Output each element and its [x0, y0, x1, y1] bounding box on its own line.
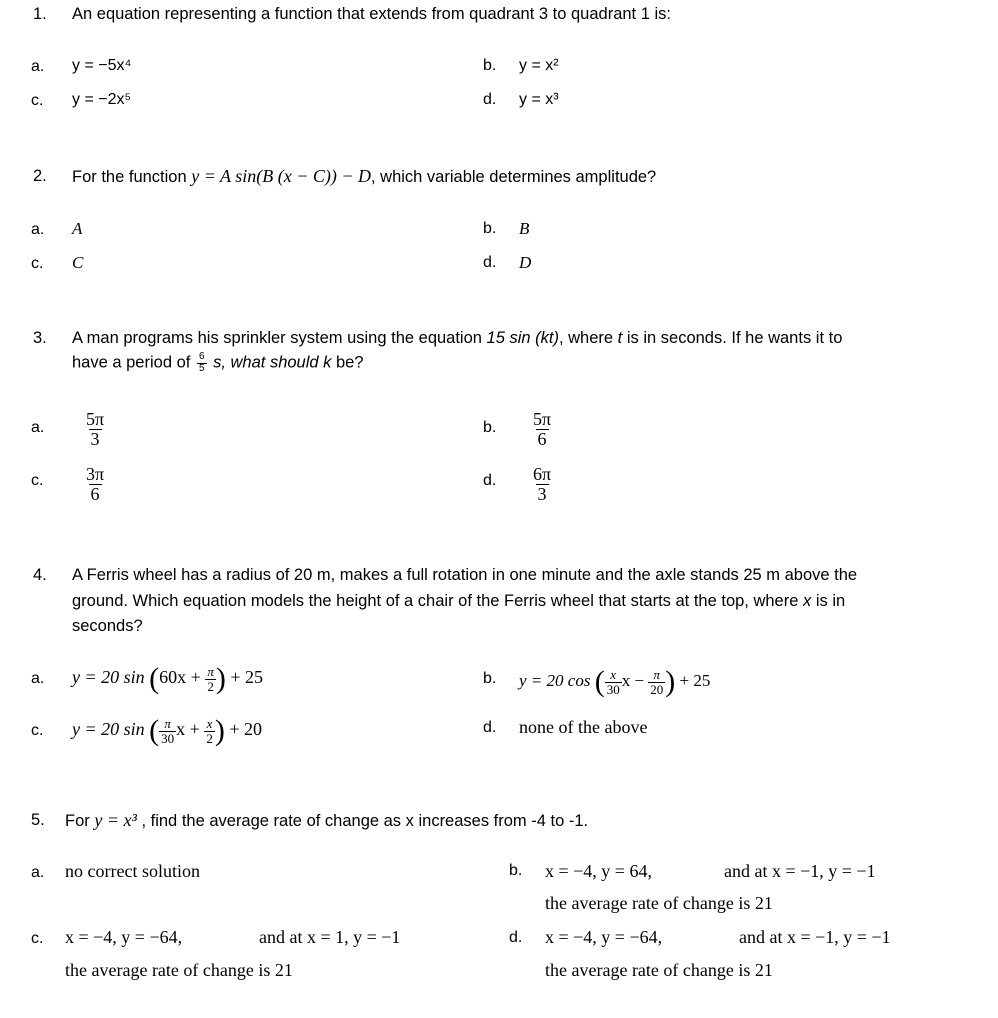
- q3-line-2: [72, 352, 364, 374]
- q5-b-label: b.: [509, 862, 523, 879]
- q5-d-line-2: the average rate of change is 21: [545, 960, 773, 980]
- q2-text-after: , which variable determines amplitude?: [371, 168, 657, 186]
- q5-equation: y = x³: [94, 810, 137, 830]
- q1-c-label: c.: [31, 92, 44, 109]
- q1-a-label: a.: [31, 58, 45, 75]
- q3-b-fraction: [531, 410, 553, 449]
- q4-b-f2-num: π: [653, 666, 661, 682]
- q4-a-frac-num: π: [207, 663, 214, 679]
- q1-a-text: y = −5x⁴: [72, 57, 132, 74]
- q4-c-f2-den: 2: [206, 730, 213, 746]
- q3-c-fraction: [84, 465, 106, 504]
- q5-d-label: d.: [509, 929, 523, 946]
- q5-c-label: c.: [31, 930, 44, 947]
- q4-a-label: a.: [31, 670, 45, 687]
- q3-a-num: 5π: [86, 409, 105, 429]
- q4-b-label: b.: [483, 670, 497, 687]
- q5-number: 5.: [31, 811, 45, 829]
- q4-line-2-a: ground. Which equation models the height of a chair of the Ferris wheel that starts at the top, where: [72, 592, 803, 610]
- q3-line-1-c: is in seconds. If he wants it to: [622, 329, 843, 347]
- q4-a-rparen: ): [215, 662, 226, 695]
- q1-text: An equation representing a function that extends from quadrant 3 to quadrant 1 is:: [72, 5, 671, 23]
- q4-var-x: x: [803, 592, 812, 610]
- q4-b-fraction-2: [648, 668, 665, 696]
- q3-d-num: 6π: [533, 464, 552, 484]
- q3-line-2-b: s, what should: [208, 353, 324, 372]
- q4-a-fraction: [205, 665, 216, 693]
- q4-c-post: + 20: [224, 719, 262, 740]
- q3-c-den: 6: [90, 483, 100, 504]
- q4-c-pre: y = 20 sin: [72, 719, 145, 740]
- q5-c-line-2: the average rate of change is 21: [65, 960, 293, 980]
- q3-b-den: 6: [537, 428, 547, 449]
- q4-b-mid: x −: [621, 670, 649, 690]
- q3-d-den: 3: [537, 483, 547, 504]
- q4-c-fraction-1: [159, 717, 176, 745]
- q4-b-lparen: (: [594, 665, 605, 698]
- q5-text: [65, 810, 588, 831]
- q3-b-num: 5π: [533, 409, 552, 429]
- q4-b-rparen: ): [665, 665, 676, 698]
- q3-period-fraction: [197, 352, 207, 374]
- q3-number: 3.: [33, 329, 47, 347]
- q5-c-line-1b: and at x = 1, y = −1: [259, 927, 401, 947]
- q2-d-text: D: [519, 253, 532, 272]
- q5-text-b: , find the average rate of change as x increases from -4 to -1.: [136, 812, 589, 830]
- q5-d-line-1b: and at x = −1, y = −1: [739, 927, 891, 947]
- q2-text: [72, 166, 656, 187]
- q4-d-label: d.: [483, 719, 497, 736]
- q4-c-f2-num: x: [206, 715, 213, 731]
- q3-period-num: 6: [198, 351, 205, 362]
- q4-b-f1-num: x: [610, 666, 617, 682]
- q4-c-fraction-2: [204, 717, 215, 745]
- q3-d-label: d.: [483, 472, 497, 489]
- q4-d-text: none of the above: [519, 717, 648, 737]
- q5-c-line-1a: x = −4, y = −64,: [65, 927, 183, 947]
- q5-b-line-1a: x = −4, y = 64,: [545, 861, 652, 881]
- q3-c-label: c.: [31, 472, 44, 489]
- q3-line-2-c: be?: [331, 353, 364, 372]
- q3-equation: 15 sin (kt): [486, 329, 559, 347]
- q1-b-label: b.: [483, 57, 497, 74]
- q2-text-before: For the function: [72, 168, 187, 186]
- q3-a-fraction: [84, 410, 106, 449]
- q4-b-post: + 25: [675, 670, 711, 690]
- q3-var-k: k: [323, 353, 332, 372]
- q1-b-text: y = x²: [519, 57, 559, 74]
- q3-c-num: 3π: [86, 464, 105, 484]
- q3-line-1-a: A man programs his sprinkler system using the equation: [72, 329, 487, 347]
- q4-b-equation: [519, 667, 710, 697]
- q4-a-post: + 25: [225, 667, 263, 688]
- q4-c-rparen: ): [214, 714, 225, 747]
- q4-c-label: c.: [31, 722, 44, 739]
- q1-d-label: d.: [483, 91, 497, 108]
- q2-b-label: b.: [483, 220, 497, 237]
- q4-line-1: A Ferris wheel has a radius of 20 m, makes a full rotation in one minute and the axle stands 25 m above the: [72, 566, 858, 584]
- q2-a-text: A: [72, 219, 83, 238]
- q4-c-f1-num: π: [164, 715, 171, 731]
- q2-d-label: d.: [483, 254, 497, 271]
- q2-a-label: a.: [31, 221, 45, 238]
- q4-c-lparen: (: [149, 714, 160, 747]
- q4-b-f2-den: 20: [650, 681, 664, 697]
- q4-number: 4.: [33, 566, 47, 584]
- q5-b-line-2: the average rate of change is 21: [545, 893, 773, 913]
- q3-line-1-b: , where: [558, 329, 618, 347]
- q3-line-1: [72, 329, 842, 348]
- q3-a-den: 3: [90, 428, 100, 449]
- q4-a-frac-den: 2: [207, 678, 214, 694]
- q5-b-line-1b: and at x = −1, y = −1: [724, 861, 876, 881]
- q4-c-mid: x +: [176, 719, 205, 740]
- q4-b-fraction-1: [605, 668, 622, 696]
- q4-c-equation: [72, 716, 262, 746]
- q3-b-label: b.: [483, 419, 497, 436]
- q4-c-f1-den: 30: [161, 730, 175, 746]
- q4-line-3: seconds?: [72, 617, 143, 635]
- q4-b-f1-den: 30: [606, 681, 620, 697]
- q2-c-text: C: [72, 253, 84, 272]
- q3-d-fraction: [531, 465, 553, 504]
- q4-b-pre: y = 20 cos: [519, 670, 591, 690]
- q3-line-2-a: have a period of: [72, 353, 191, 372]
- q4-line-2: [72, 592, 845, 611]
- q4-a-lparen: (: [149, 662, 160, 695]
- q3-var-t: t: [617, 329, 623, 347]
- q2-equation: y = A sin(B (x − C)) − D: [191, 166, 371, 186]
- q2-b-text: B: [519, 219, 530, 238]
- q2-number: 2.: [33, 167, 47, 185]
- q2-c-label: c.: [31, 255, 44, 272]
- q5-d-line-1a: x = −4, y = −64,: [545, 927, 663, 947]
- q1-number: 1.: [33, 5, 47, 23]
- q5-text-a: For: [65, 812, 95, 830]
- q4-a-inner: 60x +: [159, 667, 206, 688]
- q1-d-text: y = x³: [519, 91, 559, 108]
- q1-c-text: y = −2x⁵: [72, 91, 132, 108]
- q3-a-label: a.: [31, 419, 45, 436]
- q4-a-equation: [72, 664, 263, 694]
- q3-period-den: 5: [198, 362, 205, 374]
- q4-line-2-b: is in: [811, 592, 846, 610]
- q5-a-label: a.: [31, 864, 45, 881]
- q4-a-pre: y = 20 sin: [72, 667, 145, 688]
- q5-a-text: no correct solution: [65, 861, 200, 881]
